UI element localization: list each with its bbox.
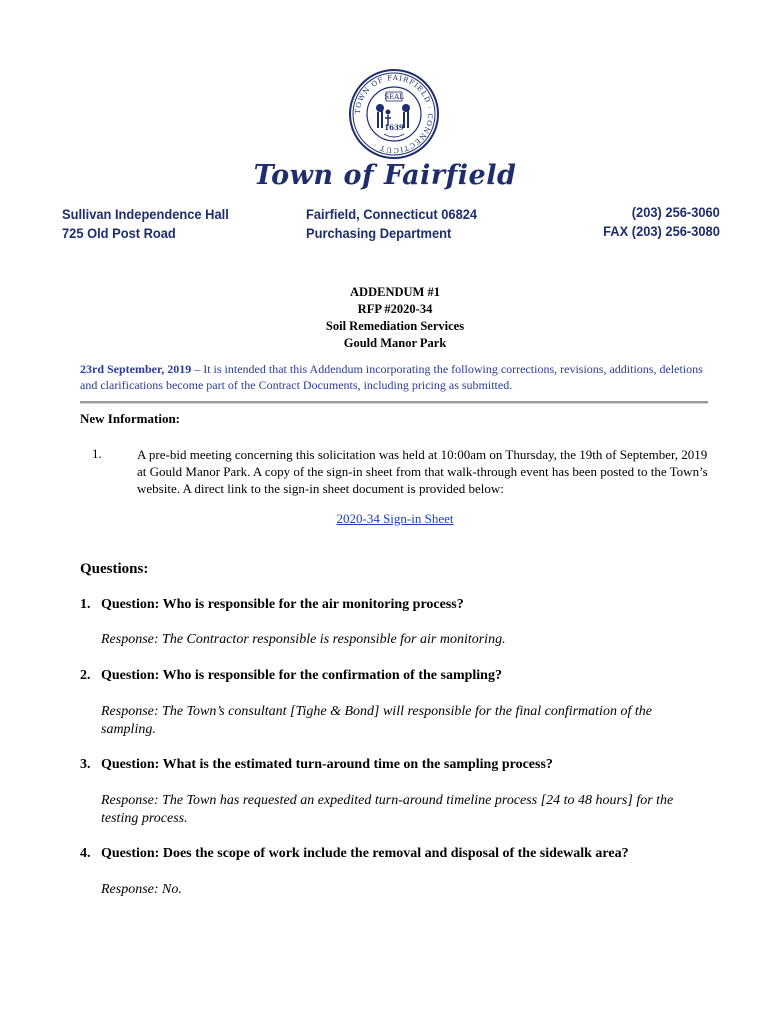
rfp-number: RFP #2020-34 [357, 302, 433, 316]
intro-paragraph [80, 361, 715, 393]
question-text: Question: Who is responsible for the confirmation of the sampling? [101, 668, 502, 683]
intro-date: 23rd September, 2019 [80, 362, 192, 376]
sign-in-sheet-link[interactable]: 2020-34 Sign-in Sheet [336, 511, 454, 526]
response-4: Response: No. [101, 882, 182, 897]
fax-number: FAX (203) 256-3080 [603, 223, 720, 239]
address-block [62, 205, 229, 243]
info-item-text: A pre-bid meeting concerning this solicitation was held at 10:00am on Thursday, the 19th of September, 2019 at Gould Manor Park. A copy of the sign-in sheet from that walk-through event has been posted to the Town’s website. A direct link to the sign-in sheet document is provided below: [137, 447, 708, 496]
address-line-1: Sullivan Independence Hall [62, 206, 229, 222]
question-number: 2. [80, 668, 91, 683]
new-information-heading: New Information: [80, 411, 181, 426]
question-3 [80, 757, 553, 773]
svg-text:TOWN OF FAIRFIELD · CONNECTICU: TOWN OF FAIRFIELD · CONNECTICUT · [353, 73, 435, 155]
department-block [306, 205, 477, 243]
phone-number: (203) 256-3060 [631, 204, 720, 220]
department-line: Purchasing Department [306, 225, 452, 241]
info-item-number: 1. [92, 446, 102, 461]
response-3: Response: The Town has requested an expedited turn-around timeline process [24 to 48 hours] for the testing process. [101, 793, 674, 826]
svg-text:1639: 1639 [384, 123, 404, 132]
response-2: Response: The Town’s consultant [Tighe & Bond] will responsible for the final confirmation of the sampling. [101, 704, 652, 737]
question-1 [80, 597, 464, 613]
question-text: Question: What is the estimated turn-around time on the sampling process? [101, 757, 553, 772]
response-1: Response: The Contractor responsible is responsible for air monitoring. [101, 632, 506, 647]
svg-text:SEAL: SEAL [384, 93, 404, 101]
address-line-2: 725 Old Post Road [62, 225, 176, 241]
question-number: 1. [80, 597, 91, 612]
town-name-title: Town of Fairfield [253, 160, 517, 191]
project-location: Gould Manor Park [343, 336, 447, 350]
question-number: 3. [80, 757, 91, 772]
addendum-heading [0, 284, 770, 352]
question-number: 4. [80, 846, 91, 861]
project-title: Soil Remediation Services [325, 319, 465, 333]
intro-text: – It is intended that this Addendum incorporating the following corrections, revisions, additions, deletions and clarifications become part of the Contract Documents, including pricing as submitted. [80, 362, 703, 392]
question-text: Question: Who is responsible for the air monitoring process? [101, 597, 464, 612]
question-4 [80, 846, 629, 862]
question-2 [80, 668, 502, 684]
contact-block [603, 203, 720, 241]
divider [80, 401, 708, 404]
question-text: Question: Does the scope of work include the removal and disposal of the sidewalk area? [101, 846, 629, 861]
questions-heading: Questions: [80, 561, 149, 577]
city-line: Fairfield, Connecticut 06824 [306, 206, 478, 222]
addendum-number: ADDENDUM #1 [350, 285, 440, 299]
town-seal-logo [348, 68, 440, 160]
